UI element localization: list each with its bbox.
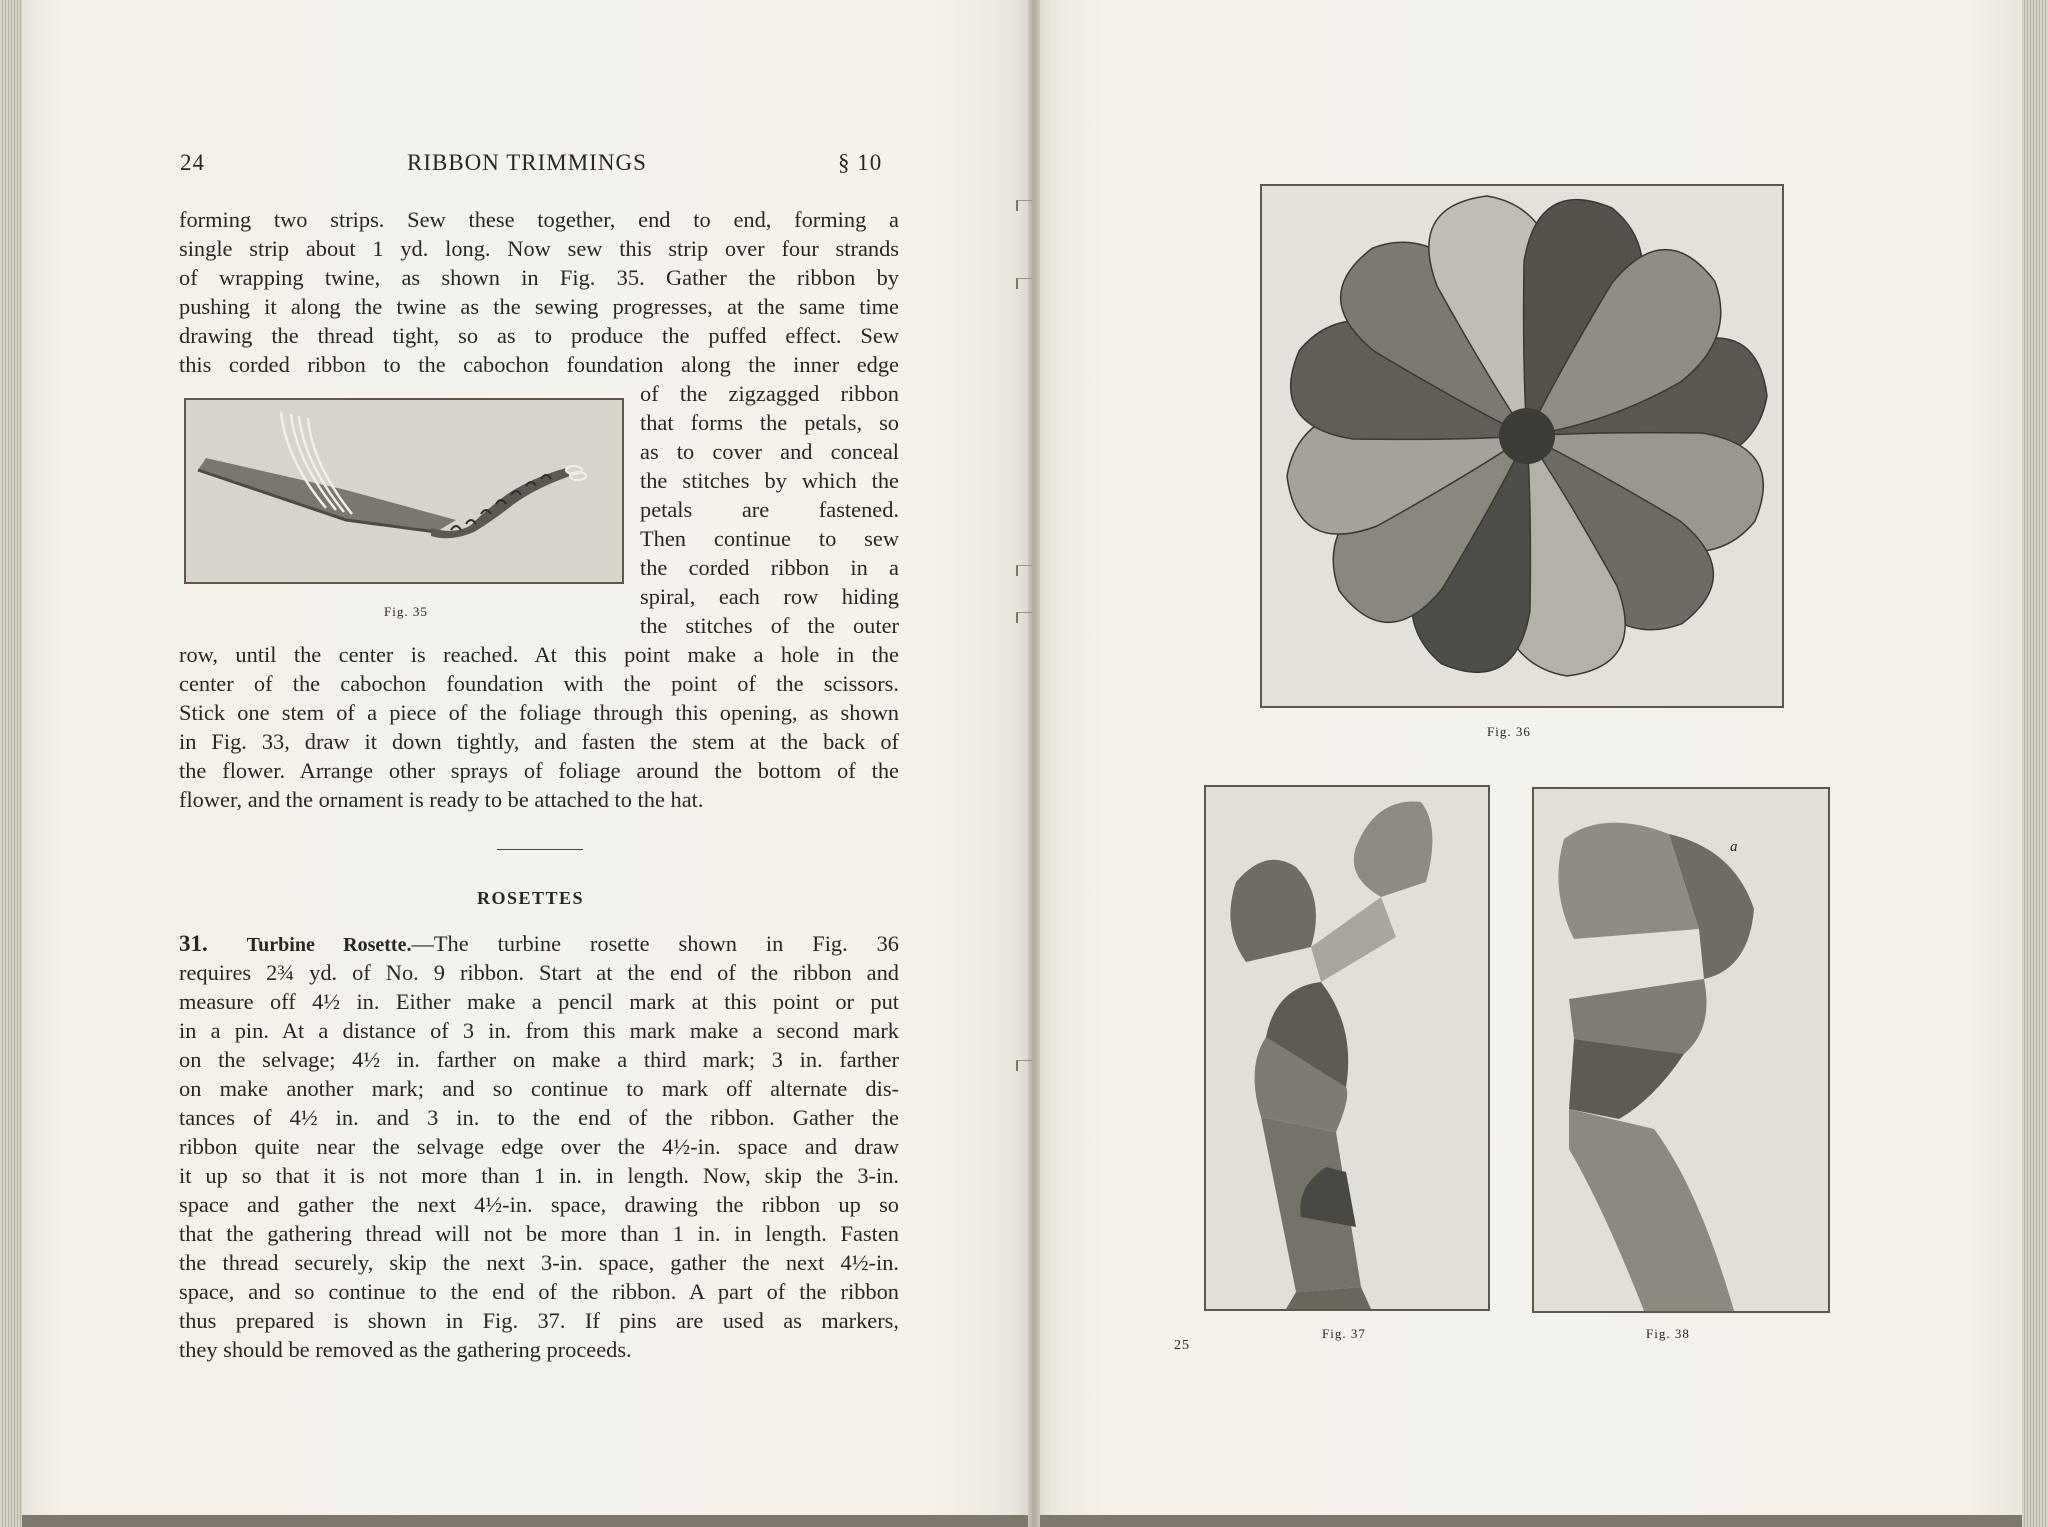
text-line: of wrapping twine, as shown in Fig. 35. Gather the ribbon by [179, 265, 899, 290]
page-number-left: 24 [180, 150, 205, 175]
text-line: requires 2¾ yd. of No. 9 ribbon. Start at the end of the ribbon and [179, 960, 899, 985]
figure-label-a: a [1730, 839, 1738, 855]
text-line: single strip about 1 yd. long. Now sew this strip over four strands [179, 236, 899, 261]
figure-38-photo [1532, 787, 1830, 1313]
binding-thread [1016, 200, 1032, 211]
left-page [22, 0, 1034, 1515]
text-line: flower, and the ornament is ready to be attached to the hat. [179, 787, 704, 812]
text-line: it up so that it is not more than 1 in. in length. Now, skip the 3-in. [179, 1163, 899, 1188]
gathered-ribbon-curve-image [1534, 789, 1828, 1311]
text-line: center of the cabochon foundation with the point of the scissors. [179, 671, 899, 696]
running-title: RIBBON TRIMMINGS [407, 150, 647, 175]
page-edges-left [0, 0, 22, 1527]
text-line: in a pin. At a distance of 3 in. from this mark make a second mark [179, 1018, 899, 1043]
text-line: tances of 4½ in. and 3 in. to the end of the ribbon. Gather the [179, 1105, 899, 1130]
text-line: the stitches of the outer [640, 613, 899, 638]
gathered-ribbon-image [1206, 787, 1488, 1309]
binding-thread [1016, 612, 1032, 623]
text-line: on the selvage; 4½ in. farther on make a third mark; 3 in. farther [179, 1047, 899, 1072]
text-line: pushing it along the twine as the sewing progresses, at the same time [179, 294, 899, 319]
text-line: of the zigzagged ribbon [640, 381, 899, 406]
figure-36-photo [1260, 184, 1784, 708]
paragraph-title: Turbine Rosette. [246, 934, 412, 956]
section-heading: ROSETTES [477, 888, 585, 908]
text-line: as to cover and conceal [640, 439, 899, 464]
text-line: thus prepared is shown in Fig. 37. If pins are used as markers, [179, 1308, 899, 1333]
paragraph-31-body [179, 958, 899, 1364]
text-line: petals are fastened. [640, 497, 899, 522]
text-line: that forms the petals, so [640, 410, 899, 435]
text-line: Then continue to sew [640, 526, 899, 551]
page-number-right: 25 [1174, 1338, 1190, 1353]
text-line: Stick one stem of a piece of the foliage through this opening, as shown [179, 700, 899, 725]
text-line: spiral, each row hiding [640, 584, 899, 609]
paragraph-31-first-line [179, 929, 899, 960]
right-page [1034, 0, 2022, 1515]
text-line: the stitches by which the [640, 468, 899, 493]
binding-thread [1016, 565, 1032, 576]
text-line: row, until the center is reached. At this point make a hole in the [179, 642, 899, 667]
text-line: that the gathering thread will not be more than 1 in. in length. Fasten [179, 1221, 899, 1246]
text-line: the thread securely, skip the next 3-in. space, gather the next 4½-in. [179, 1250, 899, 1275]
fig-35-caption: Fig. 35 [384, 604, 428, 619]
text-line: space and gather the next 4½-in. space, drawing the ribbon up so [179, 1192, 899, 1217]
paragraph-continued-end [179, 640, 899, 814]
text-line: they should be removed as the gathering proceeds. [179, 1337, 632, 1362]
text-line: drawing the thread tight, so as to produce the puffed effect. Sew [179, 323, 899, 348]
paragraph-wrapped-column [640, 379, 899, 640]
text-line: forming two strips. Sew these together, end to end, forming a [179, 207, 899, 232]
paragraph-number: 31. [179, 931, 208, 956]
figure-35-photo [184, 398, 624, 584]
figure-37-photo [1204, 785, 1490, 1311]
binding-thread [1016, 278, 1032, 289]
fig-37-caption: Fig. 37 [1322, 1326, 1366, 1341]
turbine-rosette-image [1262, 186, 1782, 706]
text-line: the flower. Arrange other sprays of foliage around the bottom of the [179, 758, 899, 783]
text-line: space, and so continue to the end of the ribbon. A part of the ribbon [179, 1279, 899, 1304]
text-line: this corded ribbon to the cabochon foundation along the inner edge [179, 352, 899, 377]
book-gutter [1028, 0, 1040, 1527]
section-divider [497, 849, 583, 850]
text-line: ribbon quite near the selvage edge over the 4½-in. space and draw [179, 1134, 899, 1159]
section-number: § 10 [838, 150, 883, 175]
page-edges-right [2022, 0, 2048, 1527]
fig-36-caption: Fig. 36 [1487, 724, 1531, 739]
binding-thread [1016, 1060, 1032, 1071]
text-line: the corded ribbon in a [640, 555, 899, 580]
paragraph-first-line-rest: —The turbine rosette shown in Fig. 36 [411, 931, 900, 956]
text-line: on make another mark; and so continue to mark off alternate dis- [179, 1076, 899, 1101]
corded-ribbon-image [186, 400, 622, 582]
text-line: in Fig. 33, draw it down tightly, and fasten the stem at the back of [179, 729, 899, 754]
fig-38-caption: Fig. 38 [1646, 1326, 1690, 1341]
text-line: measure off 4½ in. Either make a pencil mark at this point or put [179, 989, 899, 1014]
paragraph-continued [179, 205, 899, 379]
